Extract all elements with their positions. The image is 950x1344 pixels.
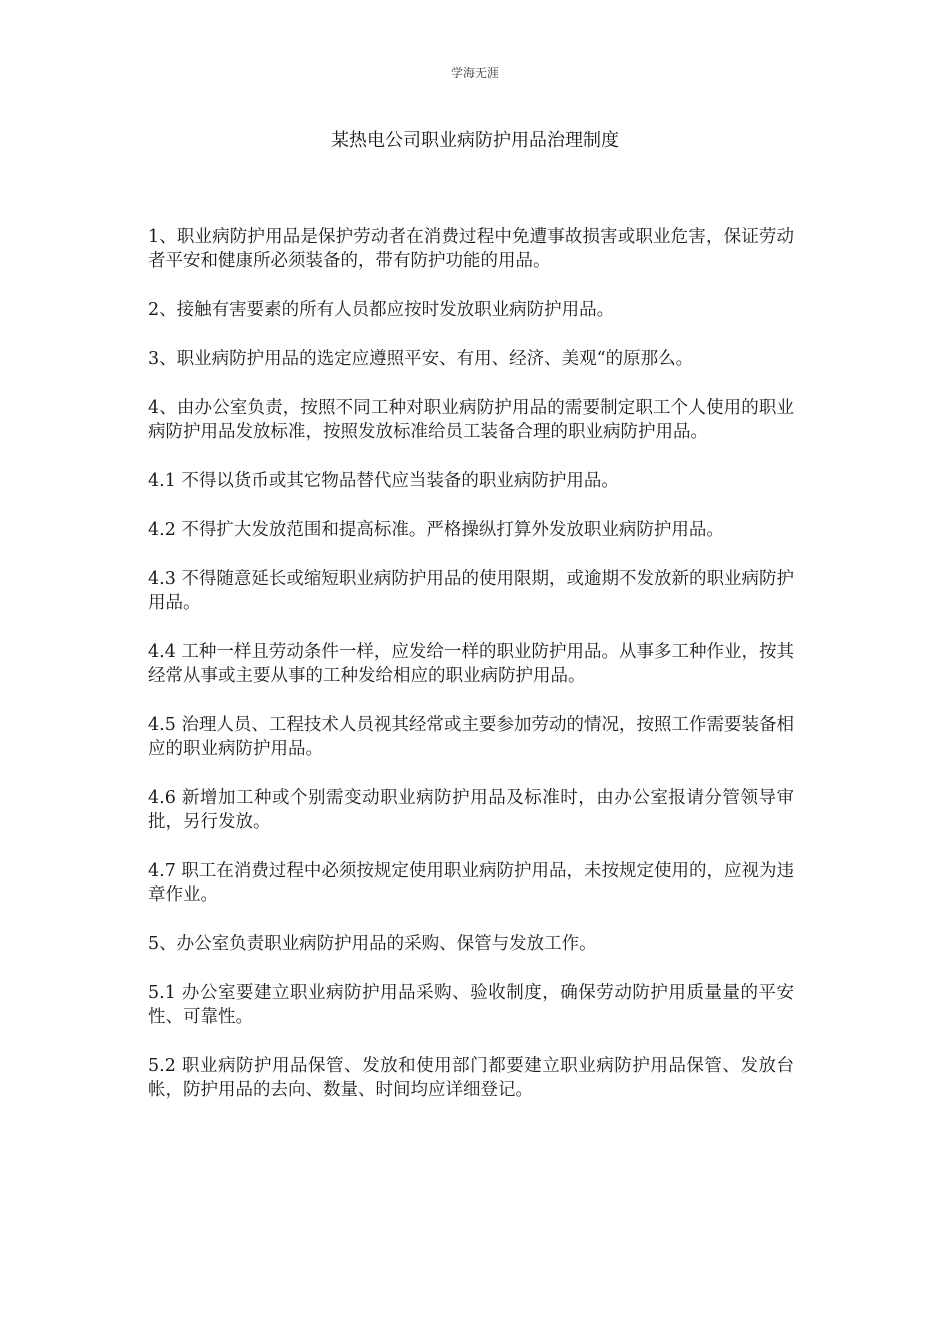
paragraph-4-2: 4.2 不得扩大发放范围和提高标准。严格操纵打算外发放职业病防护用品。 [148, 520, 724, 540]
document-title: 某热电公司职业病防护用品治理制度 [331, 130, 619, 151]
paragraph-4: 4、由办公室负责，按照不同工种对职业病防护用品的需要制定职工个人使用的职业病防护用品发放标准，按照发放标准给员工装备合理的职业病防护用品。 [148, 398, 794, 442]
document-body [148, 225, 794, 1127]
paragraph-4-7: 4.7 职工在消费过程中必须按规定使用职业病防护用品，未按规定使用的，应视为违章作业。 [148, 861, 794, 905]
paragraph-3: 3、职业病防护用品的选定应遵照平安、有用、经济、美观“的原那么。 [148, 349, 694, 369]
paragraph-4-1: 4.1 不得以货币或其它物品替代应当装备的职业病防护用品。 [148, 471, 619, 491]
paragraph-4-4: 4.4 工种一样且劳动条件一样，应发给一样的职业防护用品。从事多工种作业，按其经常从事或主要从事的工种发给相应的职业病防护用品。 [148, 642, 794, 686]
paragraph-1: 1、职业病防护用品是保护劳动者在消费过程中免遭事故损害或职业危害，保证劳动者平安和健康所必须装备的，带有防护功能的用品。 [148, 227, 794, 271]
paragraph-4-3: 4.3 不得随意延长或缩短职业病防护用品的使用限期，或逾期不发放新的职业病防护用品。 [148, 569, 794, 613]
paragraph-4-5: 4.5 治理人员、工程技术人员视其经常或主要参加劳动的情况，按照工作需要装备相应的职业病防护用品。 [148, 715, 794, 759]
paragraph-5-2: 5.2 职业病防护用品保管、发放和使用部门都要建立职业病防护用品保管、发放台帐，防护用品的去向、数量、时间均应详细登记。 [148, 1056, 794, 1100]
page-header: 学海无涯 [450, 66, 499, 80]
paragraph-4-6: 4.6 新增加工种或个别需变动职业病防护用品及标准时，由办公室报请分管领导审批，另行发放。 [148, 788, 794, 832]
paragraph-2: 2、接触有害要素的所有人员都应按时发放职业病防护用品。 [148, 300, 615, 320]
paragraph-5: 5、办公室负责职业病防护用品的采购、保管与发放工作。 [148, 934, 597, 954]
paragraph-5-1: 5.1 办公室要建立职业病防护用品采购、验收制度，确保劳动防护用质量量的平安性、可靠性。 [148, 983, 794, 1027]
